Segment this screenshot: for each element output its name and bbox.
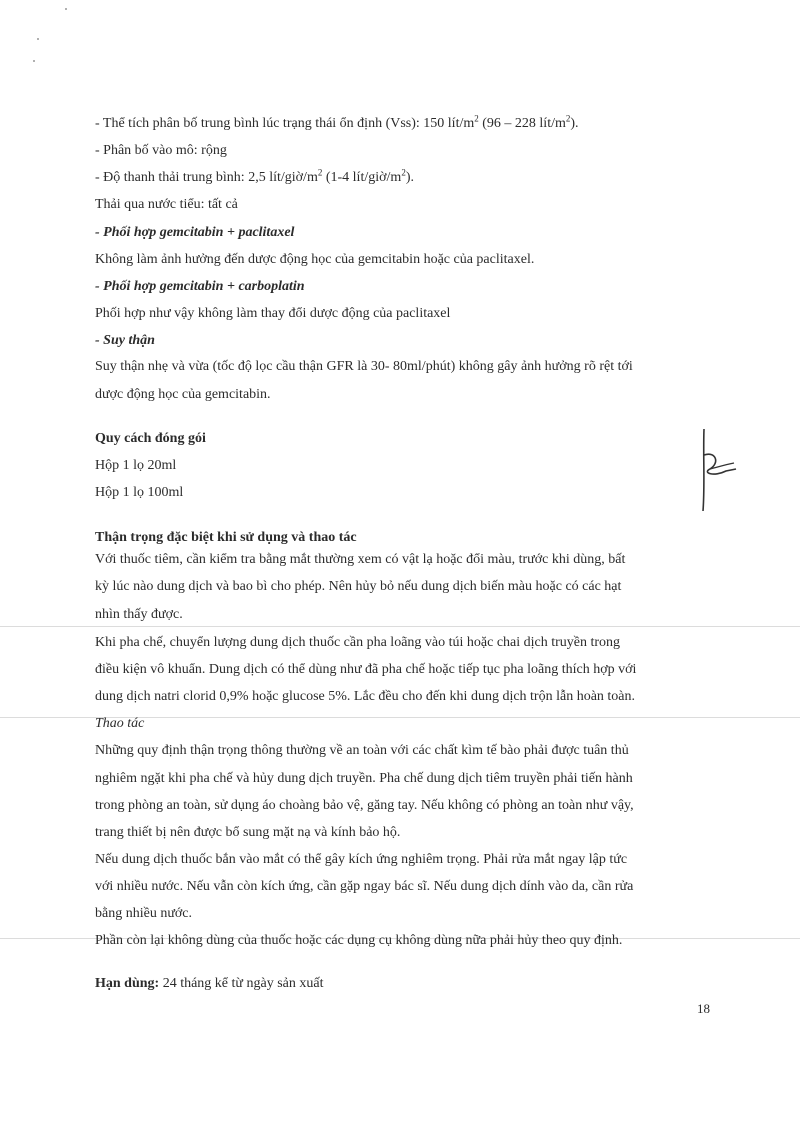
expiry-value: 24 tháng kể từ ngày sản xuất [159, 976, 324, 991]
subheading-gemcitabin-paclitaxel: - Phối hợp gemcitabin + paclitaxel [95, 225, 295, 240]
section-heading-precautions: Thận trọng đặc biệt khi sử dụng và thao tác [95, 530, 357, 545]
paragraph-line: bằng nhiều nước. [95, 906, 193, 921]
paragraph-line: Phối hợp như vậy không làm thay đổi dược động của paclitaxel [95, 306, 451, 321]
pk-clearance-line: - Độ thanh thải trung bình: 2,5 lít/$giờ/m^2$ (1-4 lít/$giờ/m^2$). [95, 167, 414, 185]
paragraph-line: dung dịch natri clorid 0,9% hoặc glucose 5%. Lắc đều cho đến khi dung dịch trộn lẫn hoàn toàn. [95, 689, 636, 704]
page-number: 18 [697, 1001, 710, 1016]
pk-excretion-line: Thải qua nước tiểu: tất cả [95, 197, 238, 212]
packaging-item: Hộp 1 lọ 100ml [95, 485, 184, 500]
paragraph-line: trang thiết bị nên được bổ sung mặt nạ và kính bảo hộ. [95, 825, 401, 840]
subheading-suy-than: - Suy thận [95, 333, 155, 348]
paragraph-line: Khi pha chế, chuyển lượng dung dịch thuốc cần pha loãng vào túi hoặc chai dịch truyền trong [95, 635, 621, 650]
paragraph-line: Với thuốc tiêm, cần kiểm tra bằng mắt thường xem có vật lạ hoặc đổi màu, trước khi dùng, bất [95, 552, 626, 567]
scan-artifact-line [0, 626, 800, 627]
paragraph-line: kỳ lúc nào dung dịch và bao bì cho phép. Nên hủy bỏ nếu dung dịch biến màu hoặc có các hạt [95, 579, 622, 594]
paragraph-line: Phần còn lại không dùng của thuốc hoặc các dụng cụ không dùng nữa phải hủy theo quy định. [95, 933, 623, 948]
subheading-thao-tac: Thao tác [95, 716, 145, 731]
paragraph-line: Suy thận nhẹ và vừa (tốc độ lọc cầu thận GFR là 30- 80ml/phút) không gây ảnh hưởng rõ rệt tới [95, 359, 633, 374]
subheading-gemcitabin-carboplatin: - Phối hợp gemcitabin + carboplatin [95, 279, 305, 294]
scan-speck [33, 60, 35, 62]
paragraph-line: Không làm ảnh hưởng đến dược động học của gemcitabin hoặc của paclitaxel. [95, 252, 535, 267]
section-heading-packaging: Quy cách đóng gói [95, 431, 206, 446]
paragraph-line: Những quy định thận trọng thông thường về an toàn với các chất kìm tế bào phải được tuân thủ [95, 743, 629, 758]
scan-speck [65, 8, 67, 10]
expiry-line [95, 975, 323, 993]
paragraph-line: nghiêm ngặt khi pha chế và hủy dung dịch truyền. Pha chế dung dịch tiêm truyền phải tiến hành [95, 771, 633, 786]
handwritten-signature [690, 425, 750, 515]
pk-distribution-line: - Phân bố vào mô: rộng [95, 143, 227, 158]
paragraph-line: điều kiện vô khuẩn. Dung dịch có thể dùng như đã pha chế hoặc tiếp tục pha loãng thích hợp với [95, 662, 637, 677]
expiry-label: Hạn dùng: [95, 976, 160, 991]
scan-speck [37, 38, 39, 40]
paragraph-line: Nếu dung dịch thuốc bắn vào mắt có thể gây kích ứng nghiêm trọng. Phải rửa mắt ngay lập tức [95, 852, 628, 867]
paragraph-line: dược động học của gemcitabin. [95, 387, 271, 402]
pk-vss-line: - Thể tích phân bố trung bình lúc trạng thái ổn định (Vss): 150 lít/$m^2$ (96 – 228 lít/$m^2$). [95, 113, 579, 131]
packaging-item: Hộp 1 lọ 20ml [95, 458, 177, 473]
paragraph-line: nhìn thấy được. [95, 607, 183, 622]
paragraph-line: trong phòng an toàn, sử dụng áo choàng bảo vệ, găng tay. Nếu không có phòng an toàn như vậy, [95, 798, 634, 813]
paragraph-line: với nhiều nước. Nếu vẫn còn kích ứng, cần gặp ngay bác sĩ. Nếu dung dịch dính vào da, cần rửa [95, 879, 634, 894]
